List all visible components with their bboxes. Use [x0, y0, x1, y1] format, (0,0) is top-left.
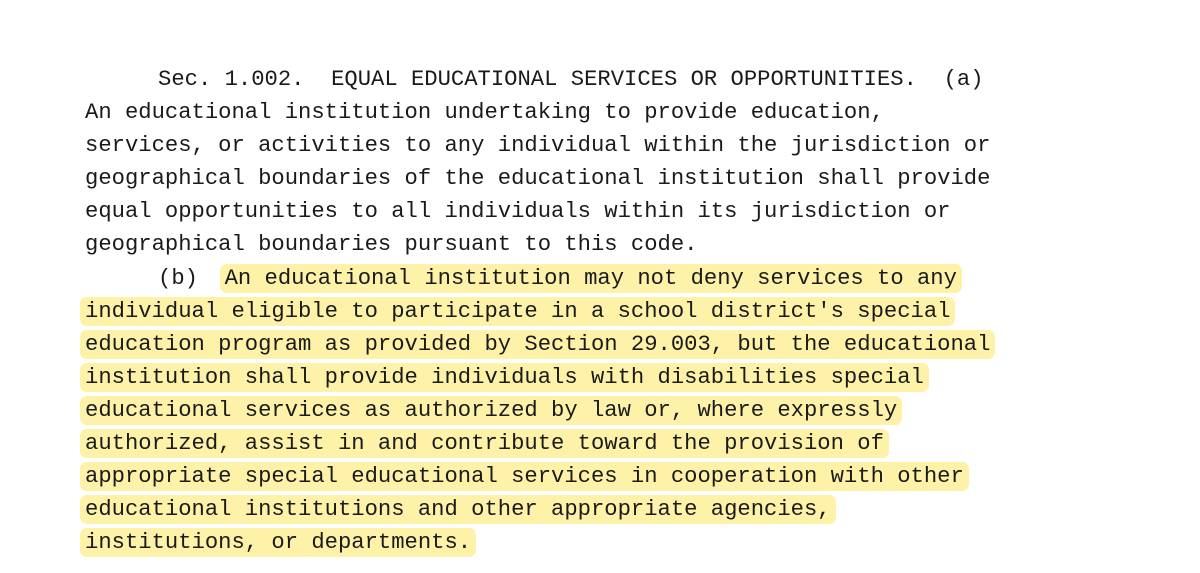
text-line: geographical boundaries pursuant to this code. — [85, 232, 698, 258]
highlighted-text: authorized, assist in and contribute toward the provision of — [80, 429, 889, 458]
statute-document — [85, 63, 1185, 559]
highlighted-text: An educational institution may not deny services to any — [220, 264, 962, 293]
subsection-b-label: (b) — [158, 265, 198, 291]
text-line: An educational institution undertaking to provide education, — [85, 100, 884, 126]
highlighted-text: individual eligible to participate in a school district's special — [80, 297, 955, 326]
highlighted-text: educational institutions and other appropriate agencies, — [80, 495, 836, 524]
text-line: geographical boundaries of the educational institution shall provide — [85, 166, 991, 192]
highlighted-text: educational services as authorized by law or, where expressly — [80, 396, 902, 425]
highlighted-text: institution shall provide individuals with disabilities special — [80, 363, 929, 392]
text-line: services, or activities to any individual within the jurisdiction or — [85, 133, 991, 159]
highlighted-text: institutions, or departments. — [80, 528, 476, 557]
section-heading-line — [85, 63, 1185, 96]
section-heading: Sec. 1.002. EQUAL EDUCATIONAL SERVICES OR OPPORTUNITIES. (a) — [158, 67, 984, 92]
highlighted-text: education program as provided by Section 29.003, but the educational — [80, 330, 995, 359]
text-line: equal opportunities to all individuals within its jurisdiction or — [85, 199, 951, 225]
highlighted-text: appropriate special educational services in cooperation with other — [80, 462, 969, 491]
subsection-b-first-line — [85, 262, 1185, 295]
